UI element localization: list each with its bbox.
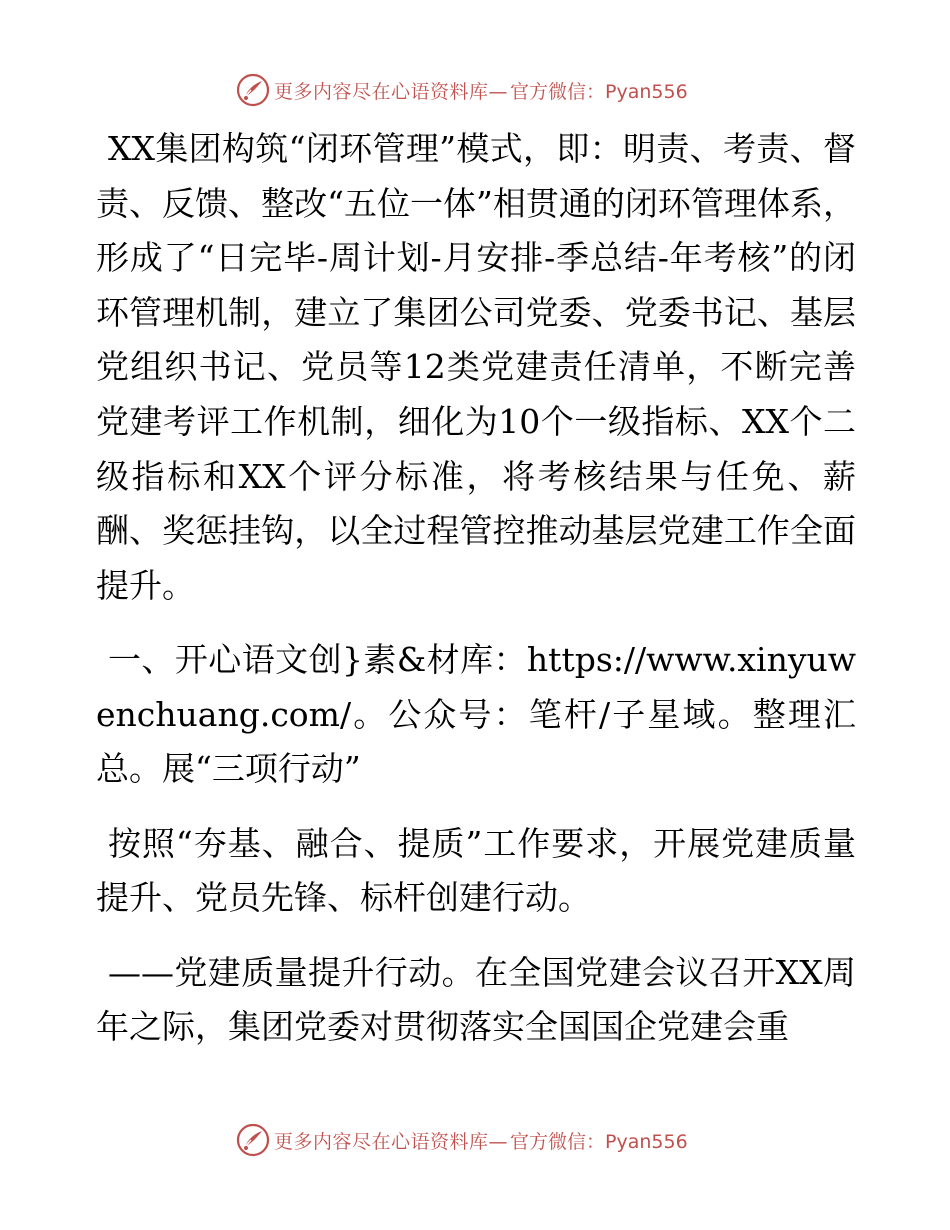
footer-banner <box>236 1122 688 1158</box>
paragraph-3: 按照“夯基、融合、提质”工作要求，开展党建质量提升、党员先锋、标杆创建行动。 <box>96 823 856 918</box>
banner-contact: 官方微信：Pyan556 <box>510 1130 688 1153</box>
banner-slogan: 更多内容尽在心语资料库— <box>274 80 509 103</box>
document-body <box>96 122 856 1075</box>
quill-logo-icon <box>236 1123 270 1157</box>
paragraph-4: ——党建质量提升行动。在全国党建会议召开XX周年之际，集团党委对贯彻落实全国国企党建会重 <box>96 952 856 1047</box>
quill-logo-icon <box>236 73 270 107</box>
paragraph-1: XX集团构筑“闭环管理”模式，即：明责、考责、督责、反馈、整改“五位一体”相贯通的闭环管理体系，形成了“日完毕-周计划-月安排-季总结-年考核”的闭环管理机制，建立了集团公司党委、党委书记、基层党组织书记、党员等12类党建责任清单，不断完善党建考评工作机制，细化为10个一级指标、XX个二级指标和XX个评分标准，将考核结果与任免、薪酬、奖惩挂钩，以全过程管控推动基层党建工作全面提升。 <box>96 129 856 605</box>
paragraph-2: 一、开心语文创}素&材库：https://www.xinyuwenchuang.com/。公众号：笔杆/子星域。整理汇总。展“三项行动” <box>96 640 856 789</box>
header-banner <box>236 72 688 108</box>
banner-slogan: 更多内容尽在心语资料库— <box>274 1130 509 1153</box>
banner-contact: 官方微信：Pyan556 <box>510 80 688 103</box>
